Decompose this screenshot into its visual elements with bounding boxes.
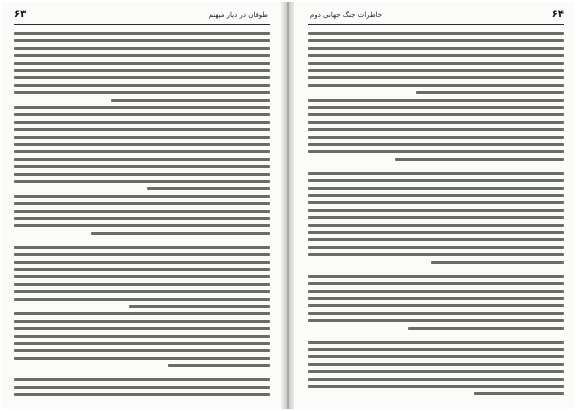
- text-line: [308, 341, 564, 344]
- text-line: [308, 253, 564, 256]
- text-line: [14, 106, 270, 109]
- right-page-number: ۶۴: [551, 9, 564, 20]
- text-line: [14, 393, 270, 396]
- text-line: [14, 54, 270, 57]
- text-line: [91, 232, 270, 235]
- text-line: [308, 54, 564, 57]
- text-line: [14, 335, 270, 338]
- text-line: [308, 297, 564, 300]
- text-line: [308, 231, 564, 234]
- right-running-head: خاطرات جنگ جهانی دوم: [310, 11, 383, 19]
- text-line: [308, 136, 564, 139]
- text-line: [14, 173, 270, 176]
- text-line: [308, 238, 564, 241]
- text-line: [308, 304, 564, 307]
- text-line: [308, 106, 564, 109]
- text-line: [14, 217, 270, 220]
- text-line: [308, 290, 564, 293]
- text-line: [14, 349, 270, 352]
- text-line: [14, 327, 270, 330]
- text-line: [308, 348, 564, 351]
- text-line: [308, 319, 564, 322]
- text-line: [408, 327, 564, 330]
- text-line: [14, 246, 270, 249]
- text-line: [14, 224, 270, 227]
- left-page-header: [14, 10, 270, 25]
- text-line: [308, 355, 564, 358]
- text-line: [14, 128, 270, 131]
- text-line: [14, 320, 270, 323]
- left-running-head: طوفان در دیار میهنم: [208, 11, 268, 19]
- text-line: [14, 268, 270, 271]
- text-line: [14, 150, 270, 153]
- text-line: [14, 290, 270, 293]
- text-line: [14, 84, 270, 87]
- text-line: [308, 99, 564, 102]
- text-line: [308, 312, 564, 315]
- book-gutter: [281, 2, 295, 409]
- text-line: [308, 385, 564, 388]
- text-line: [308, 62, 564, 65]
- text-line: [14, 121, 270, 124]
- left-page-body-text: [14, 32, 270, 402]
- text-line: [308, 84, 564, 87]
- text-line: [308, 113, 564, 116]
- book-spread: [2, 2, 574, 409]
- text-line: [14, 180, 270, 183]
- text-line: [168, 364, 270, 367]
- text-line: [308, 32, 564, 35]
- text-line: [14, 298, 270, 301]
- text-line: [308, 143, 564, 146]
- text-line: [308, 370, 564, 373]
- text-line: [14, 342, 270, 345]
- text-line: [474, 392, 564, 395]
- right-page: [294, 2, 574, 409]
- text-line: [308, 209, 564, 212]
- text-line: [308, 201, 564, 204]
- text-line: [308, 150, 564, 153]
- text-line: [14, 47, 270, 50]
- text-line: [14, 62, 270, 65]
- right-page-body-text: [308, 32, 564, 402]
- text-line: [14, 261, 270, 264]
- text-line: [14, 386, 270, 389]
- text-line: [14, 76, 270, 79]
- text-line: [308, 121, 564, 124]
- text-line: [308, 128, 564, 131]
- text-line: [308, 69, 564, 72]
- text-line: [308, 378, 564, 381]
- text-line: [14, 69, 270, 72]
- text-line: [308, 172, 564, 175]
- text-line: [308, 47, 564, 50]
- text-line: [14, 378, 270, 381]
- text-line: [308, 76, 564, 79]
- text-line: [14, 158, 270, 161]
- text-line: [14, 202, 270, 205]
- text-line: [308, 282, 564, 285]
- right-page-header: [308, 10, 564, 25]
- text-line: [431, 261, 564, 264]
- text-line: [14, 253, 270, 256]
- text-line: [308, 363, 564, 366]
- text-line: [111, 99, 270, 102]
- text-line: [14, 283, 270, 286]
- text-line: [308, 179, 564, 182]
- text-line: [129, 305, 270, 308]
- text-line: [308, 246, 564, 249]
- left-page-number: ۶۳: [14, 9, 27, 20]
- text-line: [14, 136, 270, 139]
- text-line: [14, 357, 270, 360]
- text-line: [14, 275, 270, 278]
- text-line: [147, 187, 270, 190]
- text-line: [416, 91, 564, 94]
- text-line: [14, 39, 270, 42]
- text-line: [14, 32, 270, 35]
- text-line: [308, 275, 564, 278]
- text-line: [308, 194, 564, 197]
- text-line: [308, 39, 564, 42]
- text-line: [14, 143, 270, 146]
- text-line: [14, 91, 270, 94]
- text-line: [14, 113, 270, 116]
- left-page: [2, 2, 282, 409]
- text-line: [14, 312, 270, 315]
- text-line: [14, 165, 270, 168]
- text-line: [395, 158, 564, 161]
- text-line: [14, 195, 270, 198]
- text-line: [14, 210, 270, 213]
- text-line: [308, 187, 564, 190]
- text-line: [308, 216, 564, 219]
- text-line: [308, 224, 564, 227]
